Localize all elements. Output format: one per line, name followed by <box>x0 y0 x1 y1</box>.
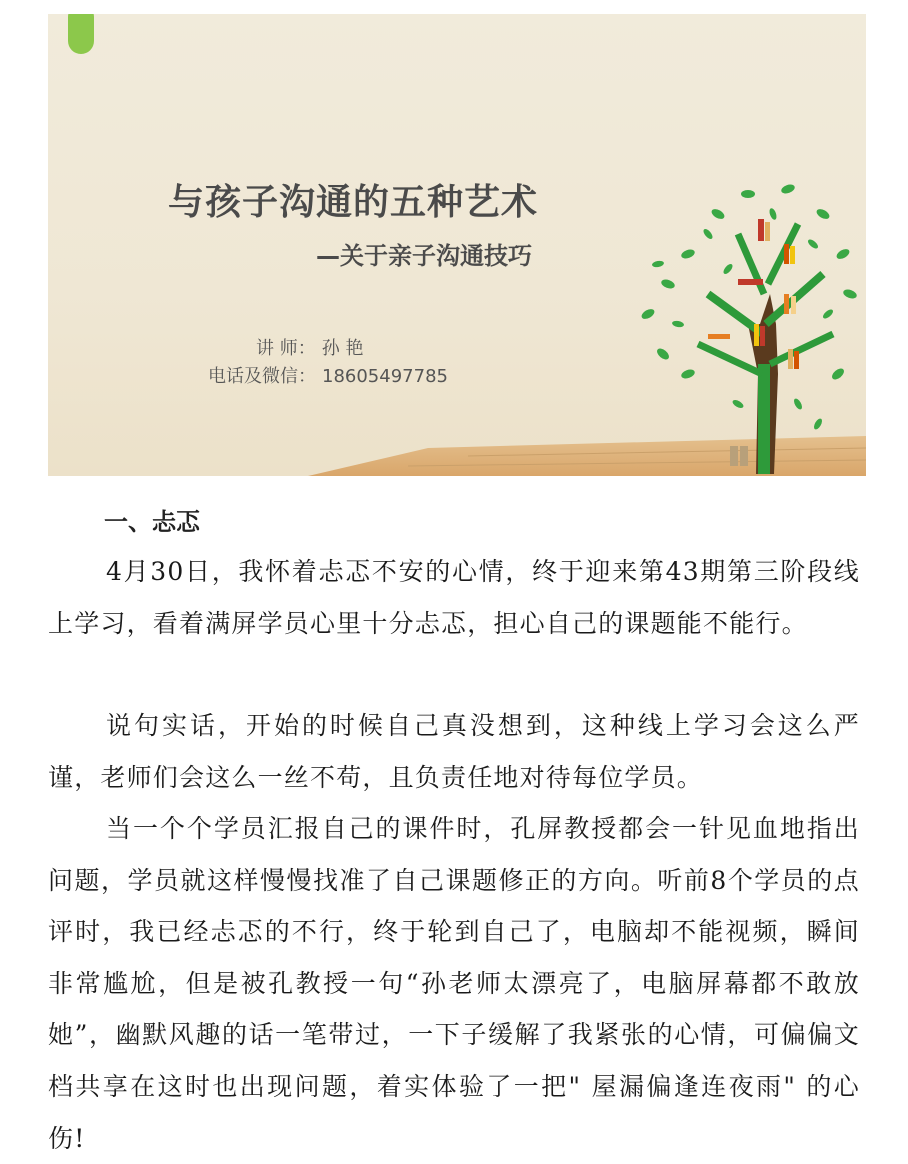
paragraph: 当一个个学员汇报自己的课件时，孔屏教授都会一针见血地指出问题，学员就这样慢慢找准了自己课题修正的方向。听前8个学员的点评时，我已经忐忑的不行，终于轮到自己了，电脑却不能视频，瞬间非常尴尬，但是被孔教授一句“孙老师太漂亮了，电脑屏幕都不敢放她”，幽默风趣的话一笔带过，一下子缓解了我紧张的心情，可偏偏文档共享在这时也出现问题，着实体验了一把" 屋漏偏逢连夜雨" 的心伤! <box>48 814 860 1153</box>
paragraph: 说句实话，开始的时候自己真没想到，这种线上学习会这么严谨，老师们会这么一丝不苟，且负责任地对待每位学员。 <box>48 711 860 792</box>
slide-subtitle: —关于亲子沟通技巧 <box>316 242 532 270</box>
bookshelf-tree-illustration <box>588 174 858 474</box>
lecturer-line <box>256 334 369 360</box>
paragraph: 4月30日，我怀着忐忑不安的心情，终于迎来第43期第三阶段线上学习，看着满屏学员心里十分忐忑，担心自己的课题能不能行。 <box>48 557 860 638</box>
contact-number: 18605497785 <box>322 366 448 387</box>
section-heading: 一、忐忑 <box>104 508 200 536</box>
contact-line <box>208 362 454 388</box>
lecturer-label: 讲 师： <box>256 338 316 359</box>
contact-label: 电话及微信： <box>208 366 316 387</box>
lecturer-name: 孙 艳 <box>321 338 364 359</box>
slide-title: 与孩子沟通的五种艺术 <box>168 182 539 223</box>
green-tab-decoration <box>68 14 94 54</box>
slide-banner-image <box>48 14 866 476</box>
